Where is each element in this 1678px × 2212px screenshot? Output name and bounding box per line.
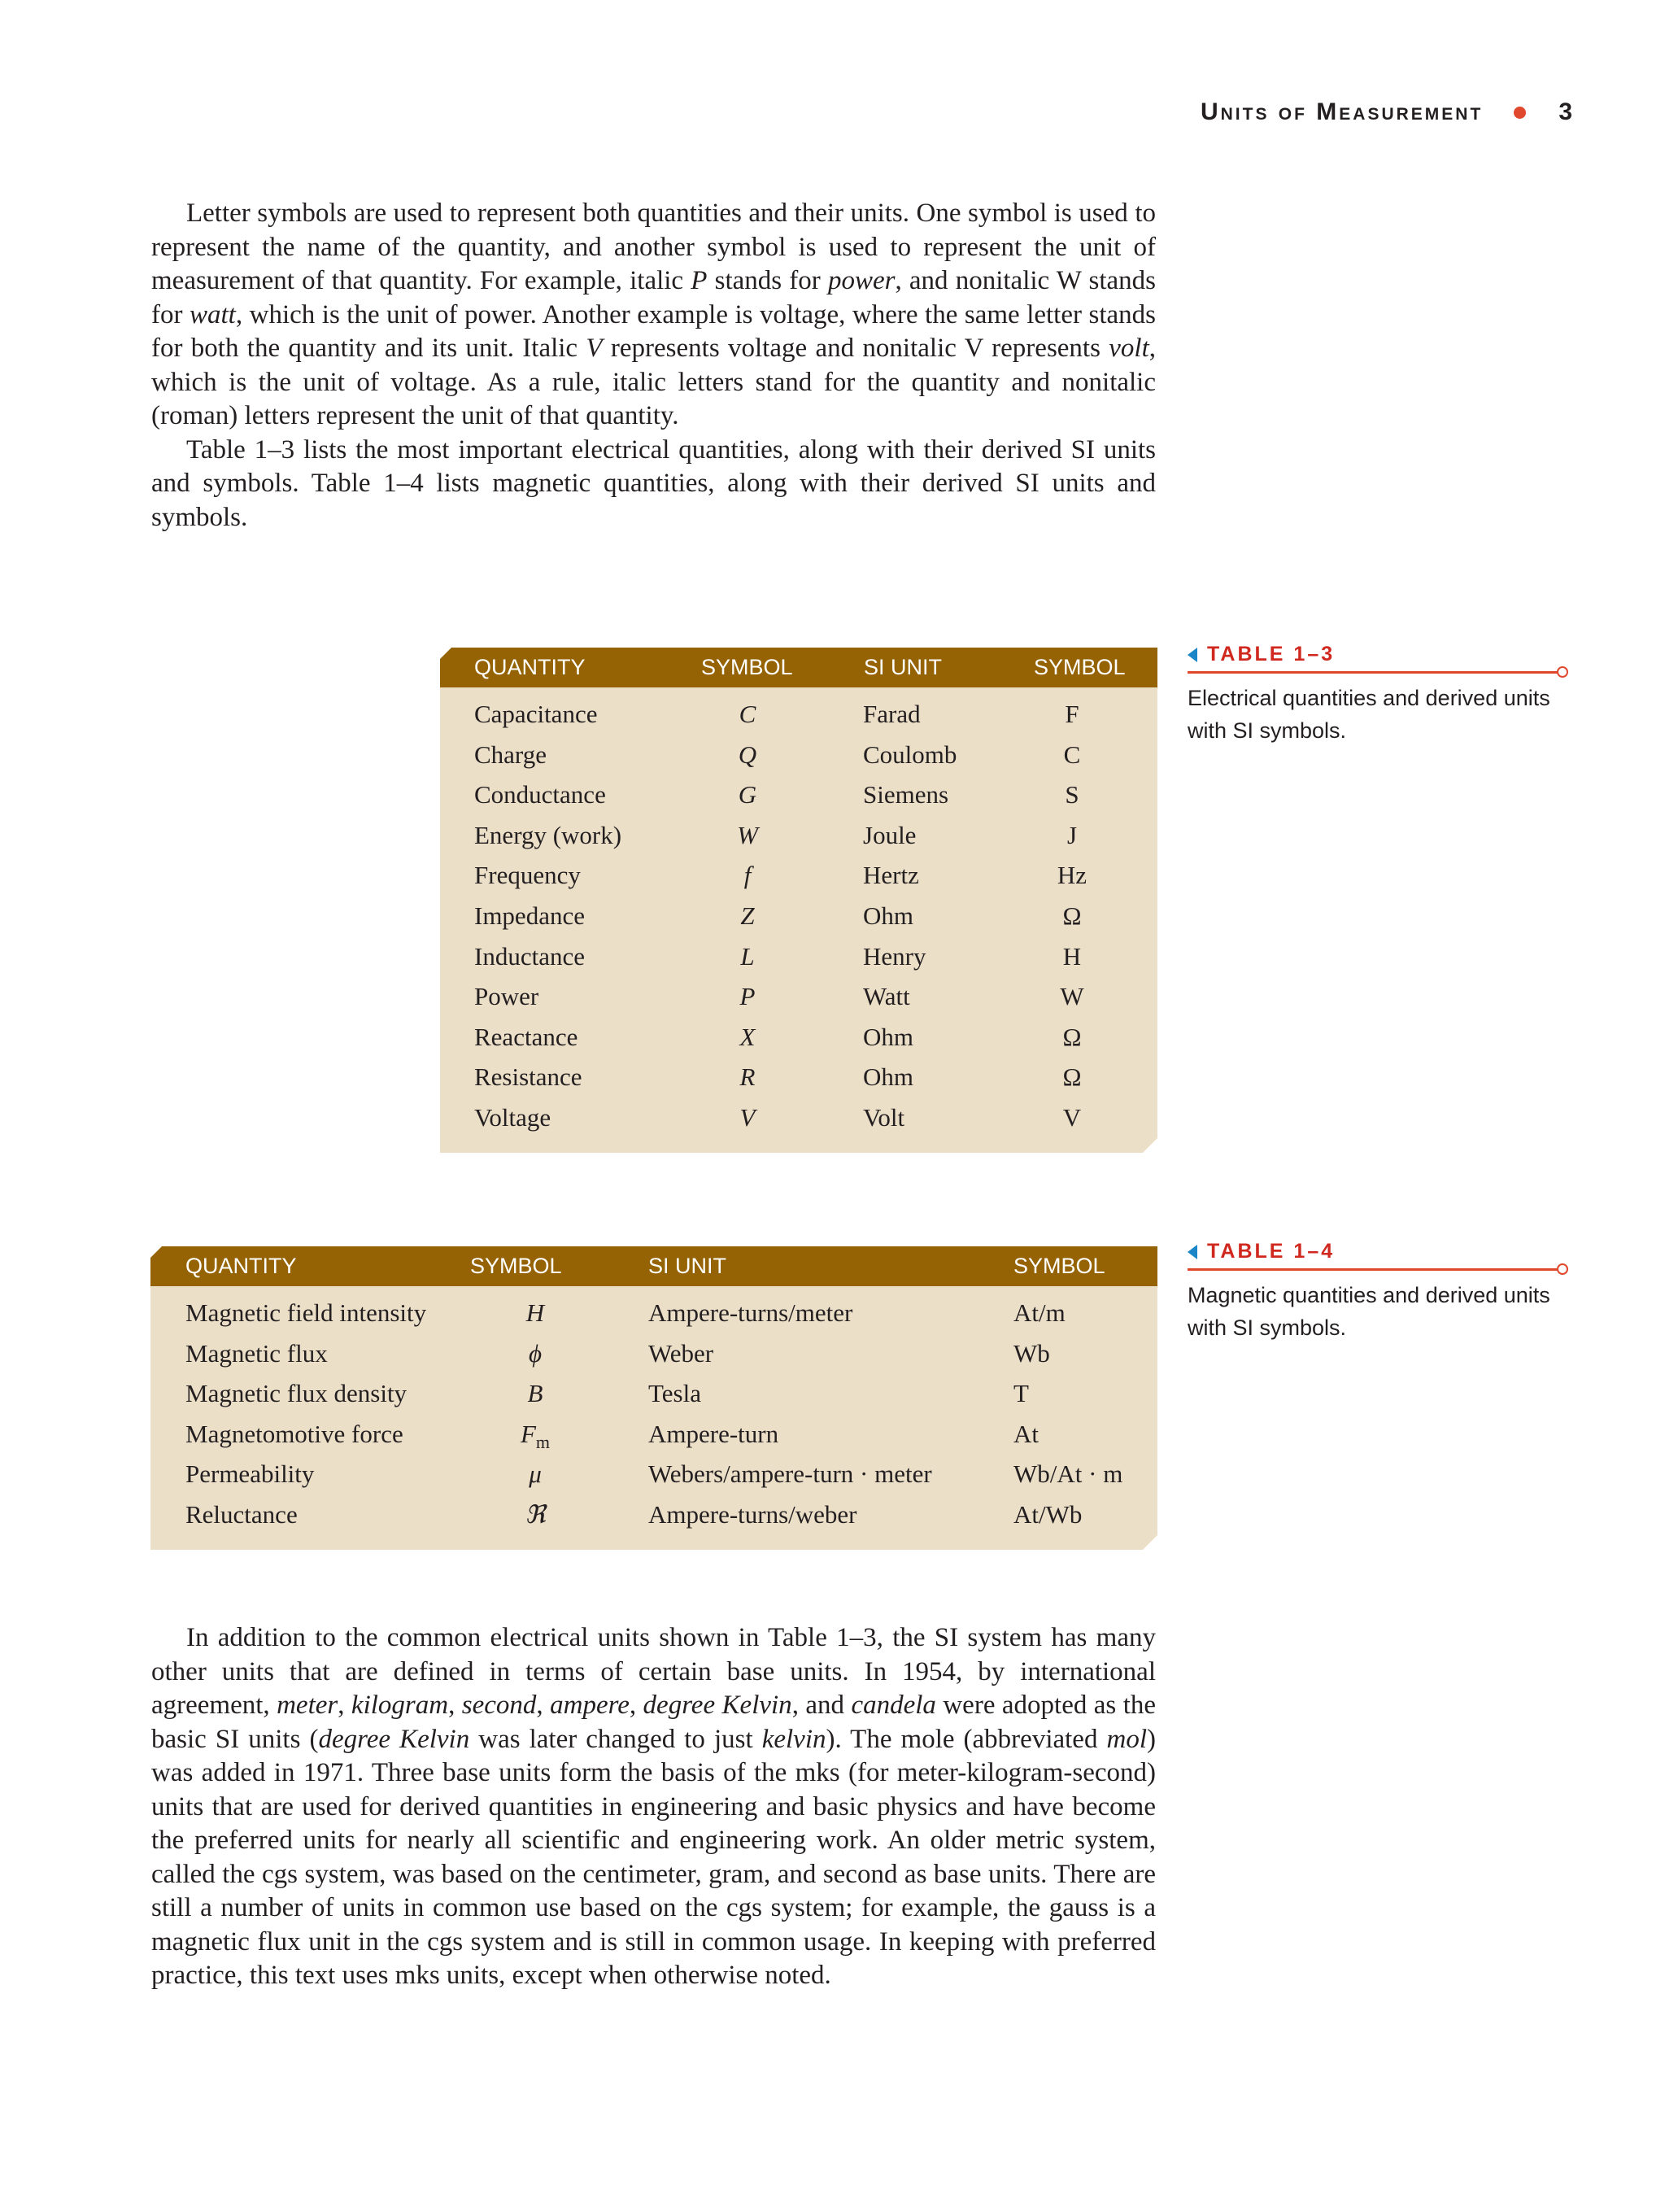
cell-si-unit: Webers/ampere-turn · meter: [648, 1459, 932, 1489]
cell-symbol: ℜ: [525, 1499, 546, 1529]
header-si-unit: SI UNIT: [864, 655, 943, 679]
cell-si-unit: Hertz: [863, 861, 919, 890]
caption-label-row: [1188, 1240, 1570, 1263]
header-quantity: QUANTITY: [185, 1254, 297, 1278]
table-row: [150, 1333, 1157, 1374]
cell-symbol: X: [739, 1022, 756, 1051]
table-row: [440, 815, 1157, 856]
cell-unit-symbol: At/Wb: [1013, 1499, 1083, 1529]
cell-quantity: Capacitance: [474, 700, 598, 728]
cell-quantity: Resistance: [474, 1062, 582, 1092]
cell-symbol: L: [740, 941, 755, 971]
cell-unit-symbol: At/m: [1013, 1298, 1066, 1327]
cell-si-unit: Ohm: [863, 1022, 913, 1051]
cell-unit-symbol: Ω: [1062, 1062, 1082, 1092]
cell-symbol: Q: [738, 740, 757, 769]
cell-symbol: H: [525, 1298, 545, 1327]
cell-symbol: V: [739, 1102, 756, 1132]
caption-arrow-icon: [1188, 648, 1197, 662]
cell-symbol: B: [527, 1379, 543, 1408]
cell-unit-symbol: C: [1063, 740, 1081, 769]
cell-si-unit: Coulomb: [863, 740, 957, 769]
cell-symbol: P: [739, 982, 756, 1011]
table-row: [440, 694, 1157, 735]
cell-unit-symbol: Ω: [1062, 901, 1082, 930]
cell-quantity: Charge: [474, 740, 547, 769]
cell-unit-symbol: F: [1065, 700, 1079, 728]
header-symbol: SYMBOL: [470, 1254, 562, 1278]
caption-text: Electrical quantities and derived units with SI symbols.: [1188, 686, 1550, 743]
cell-quantity: Magnetic flux: [185, 1338, 328, 1368]
header-quantity: QUANTITY: [474, 655, 586, 679]
caption-label-row: [1188, 643, 1570, 666]
cell-si-unit: Ampere-turns/meter: [648, 1298, 853, 1327]
table-row: [440, 1017, 1157, 1058]
running-head: [1201, 96, 1572, 129]
header-si-unit: SI UNIT: [648, 1254, 727, 1278]
caption-table-1-3: [1188, 643, 1570, 747]
cell-unit-symbol: Ω: [1062, 1022, 1082, 1051]
body-text-bottom: [151, 1621, 1156, 1993]
cell-symbol: Z: [740, 901, 755, 930]
cell-symbol: G: [738, 780, 757, 809]
caption-table-1-4: [1188, 1240, 1570, 1344]
cell-symbol: μ: [529, 1459, 542, 1489]
caption-rule: [1188, 1268, 1558, 1271]
cell-si-unit: Volt: [863, 1102, 905, 1132]
caption-text: Magnetic quantities and derived units with SI symbols.: [1188, 1283, 1550, 1340]
caption-label: TABLE 1–4: [1207, 1240, 1336, 1263]
table-row: [440, 774, 1157, 815]
table-row: [150, 1454, 1157, 1494]
table-row: [440, 1057, 1157, 1097]
cell-quantity: Magnetic field intensity: [185, 1298, 427, 1327]
cell-unit-symbol: S: [1065, 780, 1079, 809]
cell-quantity: Voltage: [474, 1102, 551, 1132]
table-row: [440, 735, 1157, 775]
cell-quantity: Conductance: [474, 780, 606, 809]
cell-symbol: $F_m$: [520, 1419, 551, 1452]
table-row: [150, 1414, 1157, 1455]
cell-unit-symbol: At: [1013, 1419, 1039, 1448]
paragraph: Table 1–3 lists the most important electrical quantities, along with their derived SI units and symbols. Table 1–4 lists magnetic quantities, along with their derived SI units and symbols.: [151, 434, 1156, 532]
table-body: [440, 687, 1157, 1138]
cell-si-unit: Weber: [648, 1338, 714, 1368]
table-row: [150, 1494, 1157, 1535]
cell-unit-symbol: W: [1060, 982, 1084, 1011]
bullet-dot-icon: [1514, 107, 1526, 119]
cell-unit-symbol: Wb: [1013, 1338, 1050, 1368]
cell-symbol: W: [737, 820, 758, 849]
cell-si-unit: Joule: [863, 820, 917, 849]
page-number: 3: [1558, 98, 1572, 125]
cell-symbol: R: [739, 1062, 756, 1092]
subscript-m: m: [535, 1431, 551, 1452]
cell-si-unit: Farad: [863, 700, 921, 728]
cell-quantity: Reactance: [474, 1022, 578, 1051]
cell-si-unit: Siemens: [863, 780, 949, 809]
table-electrical-quantities: [440, 648, 1157, 1153]
cell-quantity: Reluctance: [185, 1499, 298, 1529]
cell-symbol: C: [739, 700, 756, 728]
table-corner-cut: [1143, 1535, 1157, 1550]
table-header: [150, 1246, 1157, 1286]
cell-unit-symbol: J: [1066, 820, 1078, 849]
cell-quantity: Energy (work): [474, 820, 622, 849]
table-body: [150, 1286, 1157, 1535]
cell-unit-symbol: Wb/At · m: [1013, 1459, 1123, 1489]
cell-unit-symbol: V: [1062, 1102, 1082, 1132]
cell-si-unit: Ampere-turn: [648, 1419, 779, 1448]
paragraph: Letter symbols are used to represent both quantities and their units. One symbol is used to represent the name of the quantity, and another symbol is used to represent the unit of measurement of that quantity. For example, italic P stands for power, and nonitalic W stands for watt, which is the unit of power. Another example is voltage, where the same letter stands for both the quantity and its unit. Italic V represents voltage and nonitalic V represents volt, which is the unit of voltage. As a rule, italic letters stand for the quantity and nonitalic (roman) letters represent the unit of that quantity.: [151, 199, 1157, 430]
cell-quantity: Power: [474, 982, 539, 1011]
header-unit-symbol: SYMBOL: [1013, 1254, 1105, 1278]
cell-si-unit: Henry: [863, 941, 926, 971]
table-row: [440, 896, 1157, 936]
cell-symbol: ϕ: [528, 1338, 543, 1368]
cell-quantity: Magnetomotive force: [185, 1419, 403, 1448]
cell-quantity: Impedance: [474, 901, 585, 930]
table-row: [440, 976, 1157, 1017]
cell-si-unit: Tesla: [648, 1379, 701, 1408]
cell-quantity: Frequency: [474, 861, 581, 890]
cell-si-unit: Watt: [863, 982, 910, 1011]
table-row: [150, 1293, 1157, 1333]
cell-unit-symbol: H: [1062, 941, 1082, 971]
cell-si-unit: Ampere-turns/weber: [648, 1499, 857, 1529]
table-row: [440, 1097, 1157, 1138]
running-head-title: Units of Measurement: [1200, 98, 1484, 125]
caption-arrow-icon: [1188, 1245, 1197, 1259]
cell-unit-symbol: Hz: [1057, 861, 1087, 890]
table-magnetic-quantities: [150, 1246, 1157, 1550]
header-unit-symbol: SYMBOL: [1034, 655, 1126, 679]
table-row: [440, 936, 1157, 977]
header-symbol: SYMBOL: [701, 655, 793, 679]
table-row: [440, 855, 1157, 896]
table-header: [440, 648, 1157, 687]
cell-quantity: Inductance: [474, 941, 585, 971]
body-text-top: [151, 197, 1156, 534]
cell-quantity: Magnetic flux density: [185, 1379, 408, 1408]
cell-si-unit: Ohm: [863, 1062, 913, 1092]
cell-si-unit: Ohm: [863, 901, 913, 930]
cell-unit-symbol: T: [1013, 1379, 1029, 1408]
cell-quantity: Permeability: [185, 1459, 315, 1489]
table-row: [150, 1373, 1157, 1414]
paragraph: In addition to the common electrical units shown in Table 1–3, the SI system has many other units that are defined in terms of certain base units. In 1954, by international agreement, meter, kilogram, second, ampere, degree Kelvin, and candela were adopted as the basic SI units (degree Kelvin was later changed to just kelvin). The mole (abbreviated mol) was added in 1971. Three base units form the basis of the mks (for meter-kilogram-second) units that are used for derived quantities in engineering and basic physics and have become the preferred units for nearly all scientific and engineering work. An older metric system, called the cgs system, was based on the centimeter, gram, and second as base units. There are still a number of units in common use based on the cgs system; for example, the gauss is a magnetic flux unit in the cgs system and is still in common usage. In keeping with preferred practice, this text uses mks units, except when otherwise noted.: [151, 1623, 1157, 1990]
cell-symbol: f: [743, 861, 752, 890]
table-corner-cut: [1143, 1138, 1157, 1153]
caption-label: TABLE 1–3: [1207, 643, 1336, 665]
caption-rule: [1188, 671, 1558, 674]
